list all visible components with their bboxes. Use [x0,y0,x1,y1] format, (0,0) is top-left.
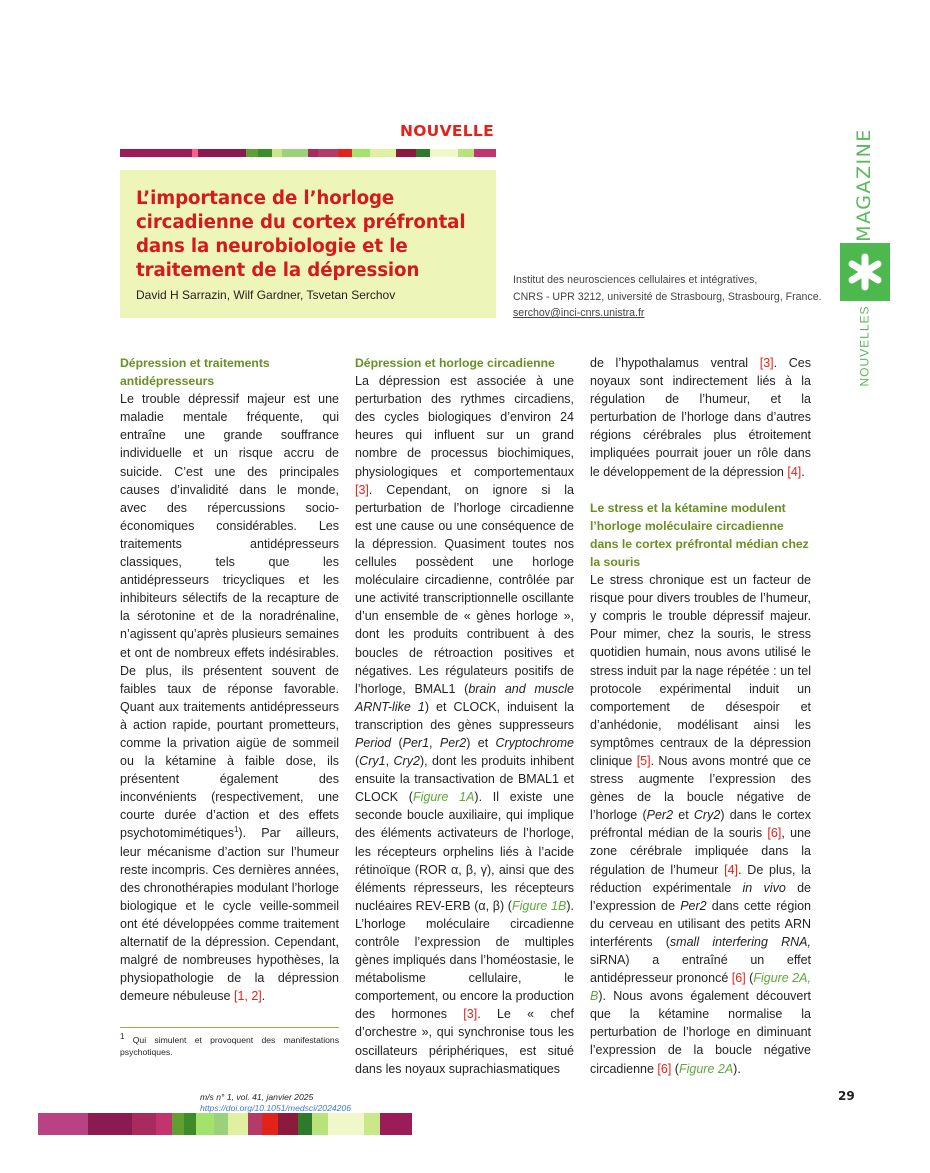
footnote-divider [120,1027,339,1028]
section-kicker: NOUVELLE [399,122,494,140]
author-email-link[interactable]: serchov@inci-cnrs.unistra.fr [513,307,645,319]
authors: David H Sarrazin, Wilf Gardner, Tsvetan Serchov [136,288,396,302]
column-3 [590,354,811,1078]
footnote-marker[interactable]: 1 [233,825,239,835]
footnote-number: 1 [120,1032,125,1042]
figure-link[interactable]: Figure 1B [511,898,567,913]
affiliation-line-1: Institut des neurosciences cellulaires et intégratives, [513,274,758,286]
reference-link[interactable]: [5] [636,753,651,768]
page-number: 29 [838,1089,855,1103]
section-heading-depression-traitements: Dépression et traitements antidépresseurs [120,356,270,389]
footnote [120,1034,339,1058]
journal-citation [200,1092,351,1114]
section-heading-stress-ketamine: Le stress et la kétamine modulent l’horloge moléculaire circadienne dans le cortex préfrontal médian chez la souris [590,500,809,569]
reference-link[interactable]: [3] [759,356,774,370]
section-heading-horloge: Dépression et horloge circadienne [355,356,555,370]
paragraph: Le stress chronique est un facteur de risque pour divers troubles de l’humeur, y compris le trouble dépressif majeur. Pour mimer, chez la souris, le stress quotidien humain, nous avons utilisé le stress induit par la nage répétée : un tel protocole expérimental induit un comportement de désespoir et d’anhédonie, modélisant ainsi les symptômes centraux de la dépression clinique [5]. Nous avons montré que ce stress augmente l’expression des gènes de la boucle négative de l’horloge (Per2 et Cry2) dans le cortex préfrontal médian de la souris [6], une zone cérébrale impliquée dans la régulation de l’humeur [4]. De plus, la réduction expérimentale in vivo de l’expression de Per2 dans cette région du cerveau en utilisant des petits ARN interférents (small interfering RNA, siRNA) a entraîné un effet antidépresseur prononcé [6] (Figure 2A, B). Nous avons également découvert que la kétamine normalise la perturbation de l’horloge en diminuant l’expression de la boucle négative circadienne [6] (Figure 2A). [590,573,811,1076]
reference-link[interactable]: [3] [463,1007,478,1022]
doi-link[interactable]: https://doi.org/10.1051/medsci/2024206 [200,1103,351,1113]
header-stripe [120,149,496,157]
article-title: L’importance de l’horloge circadienne du cortex préfrontal dans la neurobiologie et le traitement de la dépression [136,188,466,281]
journal-issue: m/s n° 1, vol. 41, janvier 2025 [200,1092,314,1102]
affiliation-line-2: CNRS - UPR 3212, université de Strasbourg, Strasbourg, France. [513,290,822,303]
reference-link[interactable]: [6] [657,1061,672,1076]
reference-link[interactable]: [6] [767,826,782,841]
reference-link[interactable]: [3] [355,482,369,497]
footnote-text: Qui simulent et provoquent des manifestations psychotiques. [120,1035,340,1057]
nouvelles-label: NOUVELLES [858,305,872,387]
affiliation [513,272,833,322]
column-1 [120,354,339,1005]
figure-link[interactable]: Figure 2A, B [590,971,811,1004]
reference-link[interactable]: [4] [787,464,802,479]
nouvelles-side-label [846,305,884,387]
figure-link[interactable]: Figure 1A [412,790,475,805]
paragraph: Le trouble dépressif majeur est une maladie mentale fréquente, qui entraîne une grande souffrance individuelle et un risque accru de suicide. C’est une des principales causes d’invalidité dans le monde, avec des répercussions socio-économiques considérables. Les traitements antidépresseurs classiques, tels que les antidépresseurs tricycliques et les inhibiteurs sélectifs de la recapture de la sérotonine et de la noradrénaline, n’agissent qu’après plusieurs semaines et ont de nombreux effets indésirables. De plus, ils présentent souvent de faibles taux de réponse favorable. Quant aux traitements antidépresseurs à action rapide, pourtant prometteurs, comme la privation aigüe de sommeil ou la kétamine à faible dose, ils présentent également des inconvénients (respectivement, une courte durée d’action et des effets psychotomimétiques$^1$). Par ailleurs, leur mécanisme d’action sur l’humeur reste incompris. Ces dernières années, des chronothérapies modulant l’horloge biologique et le cycle veille-sommeil ont été développées comme traitement alternatif de la dépression. Cependant, malgré de nombreuses hypothèses, la physiopathologie de la dépression demeure nébuleuse [1, 2]. [120,392,339,1004]
column-2 [355,354,574,1078]
magazine-side-label [842,128,886,242]
footer-stripe [38,1113,418,1135]
paragraph: La dépression est associée à une perturbation des rythmes circadiens, des cycles biologiques d’environ 24 heures qui influent sur un grand nombre de processus biochimiques, physiologiques et comportementaux [3]. Cependant, on ignore si la perturbation de l’horloge circadienne est une cause ou une conséquence de la dépression. Quasiment toutes nos cellules possèdent une horloge moléculaire circadienne, contrôlée par une activité transcriptionnelle oscillante d’un ensemble de « gènes horloge », dont les produits contribuent à des boucles de rétroaction positives et négatives. Les régulateurs positifs de l’horloge, BMAL1 (brain and muscle ARNT-like 1) et CLOCK, induisent la transcription des gènes suppresseurs Period (Per1, Per2) et Cryptochrome (Cry1, Cry2), dont les produits inhibent ensuite la transactivation de BMAL1 et CLOCK (Figure 1A). Il existe une seconde boucle auxiliaire, qui implique des éléments activateurs de l’horloge, les récepteurs orphelins liés à l’acide rétinoïque (ROR α, β, γ), ainsi que des éléments répresseurs, les récepteurs nucléaires REV-ERB (α, β) (Figure 1B). L’horloge moléculaire circadienne contrôle l’expression de multiples gènes impliqués dans l’homéostasie, le métabolisme cellulaire, le comportement, ou encore la production des hormones [3]. Le « chef d’orchestre », qui synchronise tous les oscillateurs périphériques, est situé dans les noyaux suprachiasmatiques [355,374,575,1076]
paragraph: de l’hypothalamus ventral [3]. Ces noyaux sont indirectement liés à la régulation de l’humeur, et la perturbation de l’horloge dans d’autres régions cérébrales plus étroitement impliquées pourrait jouer un rôle dans le développement de la dépression [4]. [590,356,811,479]
asterisk-icon [840,243,890,301]
reference-link[interactable]: [1, 2] [233,989,262,1004]
reference-link[interactable]: [6] [731,971,746,986]
reference-link[interactable]: [4] [724,862,739,877]
magazine-label: MAGAZINE [853,128,875,242]
figure-link[interactable]: Figure 2A [678,1061,734,1076]
